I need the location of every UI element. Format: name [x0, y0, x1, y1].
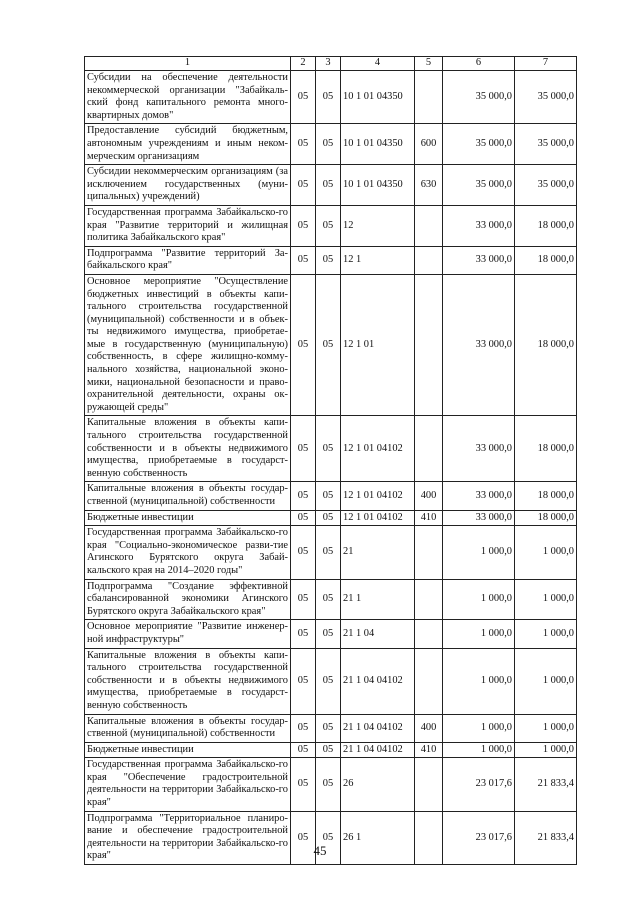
row-name-cell: Субсидии некоммерческим организациям (за исключением государственных (муни-ципальных) учреждений)	[85, 165, 291, 206]
amount-year1-cell: 23 017,6	[443, 811, 515, 864]
amount-year2-cell: 35 000,0	[515, 165, 577, 206]
header-row	[85, 57, 577, 71]
table-row	[85, 246, 577, 274]
header-col-5: 5	[415, 57, 443, 71]
subsection-cell: 05	[316, 526, 341, 579]
amount-year2-cell: 18 000,0	[515, 416, 577, 482]
amount-year1-cell: 35 000,0	[443, 71, 515, 124]
target-article-cell: 12	[341, 205, 415, 246]
row-name-cell: Государственная программа Забайкальско-го края "Обеспечение градостроительной деятельности на территории Забайкальско-го края"	[85, 758, 291, 811]
amount-year2-cell: 21 833,4	[515, 758, 577, 811]
amount-year1-cell: 1 000,0	[443, 714, 515, 742]
expense-type-cell	[415, 71, 443, 124]
amount-year1-cell: 1 000,0	[443, 579, 515, 620]
target-article-cell: 12 1	[341, 246, 415, 274]
header-col-1: 1	[85, 57, 291, 71]
target-article-cell: 12 1 01 04102	[341, 510, 415, 526]
amount-year2-cell: 1 000,0	[515, 526, 577, 579]
amount-year2-cell: 1 000,0	[515, 742, 577, 758]
amount-year1-cell: 1 000,0	[443, 648, 515, 714]
target-article-cell: 21 1 04 04102	[341, 648, 415, 714]
row-name-cell: Предоставление субсидий бюджетным, автономным учреждениям и иным неком-мерческим организациям	[85, 124, 291, 165]
chapter-cell: 05	[291, 648, 316, 714]
subsection-cell: 05	[316, 165, 341, 206]
subsection-cell: 05	[316, 71, 341, 124]
target-article-cell: 10 1 01 04350	[341, 165, 415, 206]
amount-year2-cell: 18 000,0	[515, 205, 577, 246]
subsection-cell: 05	[316, 416, 341, 482]
expense-type-cell: 630	[415, 165, 443, 206]
table-row	[85, 124, 577, 165]
chapter-cell: 05	[291, 246, 316, 274]
amount-year1-cell: 33 000,0	[443, 510, 515, 526]
amount-year2-cell: 21 833,4	[515, 811, 577, 864]
row-name-cell: Бюджетные инвестиции	[85, 742, 291, 758]
header-col-3: 3	[316, 57, 341, 71]
chapter-cell: 05	[291, 758, 316, 811]
row-name-cell: Государственная программа Забайкальско-го края "Социально-экономическое разви-тие Агинского Бурятского округа Забай-кальского края на 2014–2020 годы"	[85, 526, 291, 579]
subsection-cell: 05	[316, 246, 341, 274]
amount-year1-cell: 33 000,0	[443, 416, 515, 482]
amount-year2-cell: 18 000,0	[515, 482, 577, 510]
amount-year2-cell: 18 000,0	[515, 246, 577, 274]
expense-type-cell: 410	[415, 742, 443, 758]
chapter-cell: 05	[291, 811, 316, 864]
subsection-cell: 05	[316, 579, 341, 620]
chapter-cell: 05	[291, 274, 316, 416]
chapter-cell: 05	[291, 482, 316, 510]
subsection-cell: 05	[316, 758, 341, 811]
target-article-cell: 21	[341, 526, 415, 579]
subsection-cell: 05	[316, 811, 341, 864]
table-row	[85, 165, 577, 206]
amount-year1-cell: 1 000,0	[443, 742, 515, 758]
chapter-cell: 05	[291, 526, 316, 579]
expense-type-cell	[415, 579, 443, 620]
amount-year2-cell: 18 000,0	[515, 274, 577, 416]
expense-type-cell: 400	[415, 714, 443, 742]
amount-year1-cell: 33 000,0	[443, 274, 515, 416]
row-name-cell: Основное мероприятие "Развитие инженер-ной инфраструктуры"	[85, 620, 291, 648]
chapter-cell: 05	[291, 205, 316, 246]
subsection-cell: 05	[316, 482, 341, 510]
subsection-cell: 05	[316, 274, 341, 416]
target-article-cell: 26	[341, 758, 415, 811]
row-name-cell: Бюджетные инвестиции	[85, 510, 291, 526]
table-row	[85, 510, 577, 526]
table-row	[85, 758, 577, 811]
amount-year1-cell: 1 000,0	[443, 620, 515, 648]
row-name-cell: Капитальные вложения в объекты государ-ственной (муниципальной) собственности	[85, 482, 291, 510]
row-name-cell: Капитальные вложения в объекты капи-тального строительства государственной собственности и в объекты недвижимого имущества, приобретаемые в государст-венную собственность	[85, 648, 291, 714]
chapter-cell: 05	[291, 742, 316, 758]
amount-year2-cell: 1 000,0	[515, 620, 577, 648]
table-row	[85, 416, 577, 482]
expense-type-cell	[415, 648, 443, 714]
subsection-cell: 05	[316, 742, 341, 758]
amount-year2-cell: 1 000,0	[515, 648, 577, 714]
target-article-cell: 21 1 04 04102	[341, 714, 415, 742]
chapter-cell: 05	[291, 510, 316, 526]
expense-type-cell	[415, 526, 443, 579]
amount-year2-cell: 18 000,0	[515, 510, 577, 526]
amount-year2-cell: 35 000,0	[515, 71, 577, 124]
amount-year2-cell: 35 000,0	[515, 124, 577, 165]
chapter-cell: 05	[291, 579, 316, 620]
expense-type-cell: 400	[415, 482, 443, 510]
amount-year1-cell: 35 000,0	[443, 124, 515, 165]
header-col-6: 6	[443, 57, 515, 71]
amount-year2-cell: 1 000,0	[515, 714, 577, 742]
target-article-cell: 21 1 04 04102	[341, 742, 415, 758]
header-col-2: 2	[291, 57, 316, 71]
target-article-cell: 10 1 01 04350	[341, 71, 415, 124]
table-row	[85, 71, 577, 124]
amount-year1-cell: 33 000,0	[443, 205, 515, 246]
target-article-cell: 12 1 01 04102	[341, 482, 415, 510]
subsection-cell: 05	[316, 124, 341, 165]
budget-table	[84, 56, 577, 865]
amount-year1-cell: 33 000,0	[443, 246, 515, 274]
table-row	[85, 205, 577, 246]
table-row	[85, 620, 577, 648]
row-name-cell: Подпрограмма "Развитие территорий За-байкальского края"	[85, 246, 291, 274]
chapter-cell: 05	[291, 124, 316, 165]
table-row	[85, 526, 577, 579]
target-article-cell: 21 1 04	[341, 620, 415, 648]
target-article-cell: 21 1	[341, 579, 415, 620]
expense-type-cell	[415, 246, 443, 274]
row-name-cell: Субсидии на обеспечение деятельности некоммерческой организации "Забайкаль-ский фонд капитального ремонта много-квартирных домов"	[85, 71, 291, 124]
chapter-cell: 05	[291, 714, 316, 742]
amount-year1-cell: 33 000,0	[443, 482, 515, 510]
chapter-cell: 05	[291, 620, 316, 648]
subsection-cell: 05	[316, 510, 341, 526]
table-row	[85, 714, 577, 742]
row-name-cell: Государственная программа Забайкальско-го края "Развитие территорий и жилищная политика Забайкальского края"	[85, 205, 291, 246]
expense-type-cell	[415, 274, 443, 416]
subsection-cell: 05	[316, 714, 341, 742]
amount-year1-cell: 23 017,6	[443, 758, 515, 811]
header-col-4: 4	[341, 57, 415, 71]
expense-type-cell	[415, 205, 443, 246]
amount-year1-cell: 35 000,0	[443, 165, 515, 206]
chapter-cell: 05	[291, 416, 316, 482]
chapter-cell: 05	[291, 71, 316, 124]
expense-type-cell	[415, 620, 443, 648]
expense-type-cell: 600	[415, 124, 443, 165]
page-number: 45	[313, 843, 327, 858]
expense-type-cell	[415, 758, 443, 811]
subsection-cell: 05	[316, 620, 341, 648]
table-row	[85, 742, 577, 758]
table-row	[85, 482, 577, 510]
row-name-cell: Подпрограмма "Создание эффективной сбалансированной экономики Агинского Бурятского округа Забайкальского края"	[85, 579, 291, 620]
row-name-cell: Капитальные вложения в объекты государ-ственной (муниципальной) собственности	[85, 714, 291, 742]
chapter-cell: 05	[291, 165, 316, 206]
target-article-cell: 12 1 01 04102	[341, 416, 415, 482]
amount-year1-cell: 1 000,0	[443, 526, 515, 579]
target-article-cell: 10 1 01 04350	[341, 124, 415, 165]
expense-type-cell	[415, 416, 443, 482]
target-article-cell: 26 1	[341, 811, 415, 864]
table-row	[85, 579, 577, 620]
table-row	[85, 274, 577, 416]
target-article-cell: 12 1 01	[341, 274, 415, 416]
table-row	[85, 648, 577, 714]
row-name-cell: Капитальные вложения в объекты капи-тального строительства государственной собственности и в объекты недвижимого имущества, приобретаемые в государст-венную собственность	[85, 416, 291, 482]
amount-year2-cell: 1 000,0	[515, 579, 577, 620]
subsection-cell: 05	[316, 205, 341, 246]
row-name-cell: Основное мероприятие "Осуществление бюджетных инвестиций в объекты капи-тального строительства государственной (муниципальной) собственности и в объек-ты недвижимого имущества, приобретае-мые в государственную (муниципальную) собственность, в сфере жилищно-комму-нального хозяйства, национальной эконо-мики, национальной безопасности и право-охранительной деятельности, охраны ок-ружающей среды"	[85, 274, 291, 416]
subsection-cell: 05	[316, 648, 341, 714]
header-col-7: 7	[515, 57, 577, 71]
expense-type-cell: 410	[415, 510, 443, 526]
row-name-cell: Подпрограмма "Территориальное планиро-вание и обеспечение градостроительной деятельности на территории Забайкальско-го края"	[85, 811, 291, 864]
